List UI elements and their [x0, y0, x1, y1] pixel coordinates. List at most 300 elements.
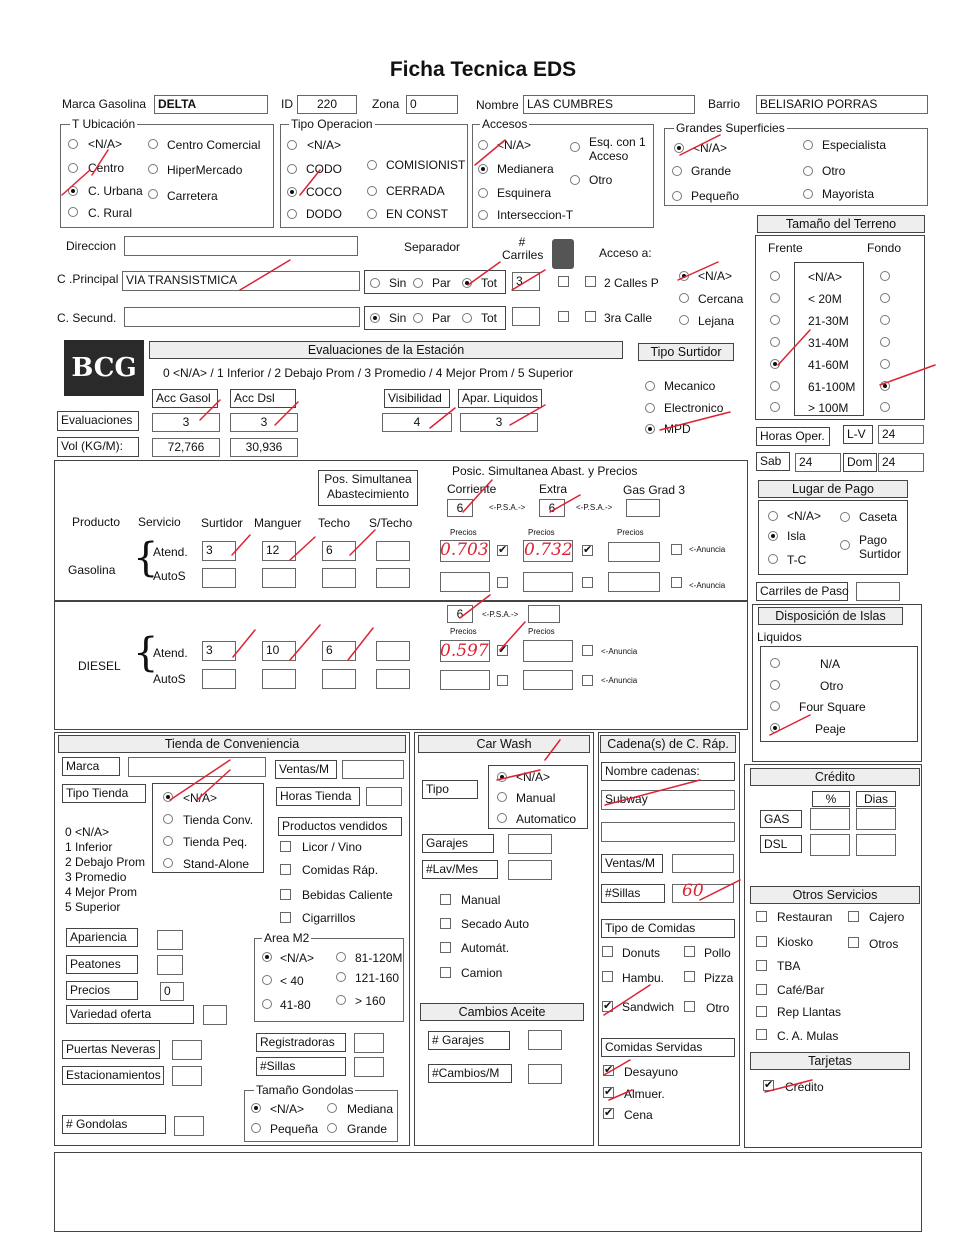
op-codo-label: CODO	[306, 162, 342, 176]
bcg-logo: BCG	[64, 340, 144, 396]
gas-autos-manguer[interactable]	[262, 568, 296, 588]
radio-pago-surtidor[interactable]	[840, 540, 850, 550]
anuncia-label-1: <-Anuncia	[689, 545, 726, 554]
anuncia-diesel-autos-2[interactable]	[582, 675, 593, 686]
peatones-field[interactable]	[157, 955, 183, 975]
radio-ubic-centro[interactable]	[68, 163, 78, 173]
radio-frente-4[interactable]	[770, 359, 780, 369]
credito-gas-pct[interactable]	[810, 808, 850, 830]
horas-oper-label: Horas Oper.	[756, 427, 830, 446]
zona-field[interactable]: 0	[406, 95, 458, 114]
nombre-label: Nombre	[476, 98, 519, 112]
radio-pago-tc[interactable]	[768, 554, 778, 564]
variedad-field[interactable]	[203, 1005, 227, 1025]
radio-area-121[interactable]	[336, 972, 346, 982]
nombre-field[interactable]: LAS CUMBRES	[523, 95, 695, 114]
sab-label: Sab	[756, 452, 790, 471]
radio-fondo-6[interactable]	[880, 402, 890, 412]
islas-title: Disposición de Islas	[758, 607, 903, 625]
gas-atend-techo[interactable]: 6	[322, 541, 356, 561]
radio-isla-otro[interactable]	[770, 680, 780, 690]
radio-acc-na[interactable]	[478, 140, 488, 150]
apar-field[interactable]: 3	[460, 413, 538, 432]
liquidos-label: Liquidos	[757, 630, 802, 644]
radio-sup-espec[interactable]	[803, 140, 813, 150]
radio-acc-otro[interactable]	[570, 175, 580, 185]
dsl-atend-stecho[interactable]	[376, 641, 410, 661]
radio-sup-otro[interactable]	[803, 166, 813, 176]
ubic-cc-label: Centro Comercial	[167, 138, 261, 152]
cw-lavmes-field[interactable]	[508, 860, 552, 880]
gasolina-brace: {	[133, 535, 159, 581]
id-label: ID	[281, 97, 293, 111]
lv-label: L-V	[843, 425, 873, 444]
acc-dsl-label: Acc Dsl	[230, 389, 296, 408]
precio-diesel-field-2[interactable]	[523, 640, 573, 662]
tienda-conv-label: Tienda Conv.	[183, 813, 254, 827]
radio-gond-mediana[interactable]	[327, 1103, 337, 1113]
sup-grande-label: Grande	[691, 164, 732, 178]
tienda-ventas-field[interactable]	[342, 760, 404, 779]
radio-pago-na[interactable]	[768, 511, 778, 521]
checkbox-2calles[interactable]	[585, 276, 596, 287]
aceite-garajes-field[interactable]	[528, 1030, 562, 1050]
psa-diesel-field-2[interactable]	[528, 605, 560, 623]
gas-atend-manguer[interactable]: 12	[262, 541, 296, 561]
psa-label-1: <-P.S.A.->	[489, 503, 526, 512]
dsl-atend-label: Atend.	[153, 646, 188, 660]
op-const-label: EN CONST	[386, 207, 449, 221]
gas-autos-label: AutoS	[153, 569, 186, 583]
terreno-row-label: <N/A>	[808, 270, 843, 284]
radio-ubic-urbana[interactable]	[68, 186, 78, 196]
cena-label: Cena	[624, 1108, 653, 1122]
gas-atend-surtidor[interactable]: 3	[202, 541, 236, 561]
anuncia-diesel-checkbox-2[interactable]	[582, 645, 593, 656]
terreno-row-label: < 20M	[808, 292, 842, 306]
apariencia-field[interactable]	[157, 930, 183, 950]
desayuno-label: Desayuno	[624, 1065, 679, 1079]
productos-vendidos-label: Productos vendidos	[278, 817, 402, 836]
pago-tc-label: T-C	[787, 553, 807, 567]
precios-label-3: Precios	[617, 528, 644, 537]
psa-label-3: <-P.S.A.->	[482, 610, 519, 619]
radio-acceso-lejana[interactable]	[679, 315, 689, 325]
terreno-row-label: 41-60M	[808, 358, 849, 372]
dias-label: Dias	[856, 791, 896, 807]
otro-comida-label: Otro	[706, 1001, 730, 1015]
radio-fondo-4[interactable]	[880, 359, 890, 369]
evaluaciones-label: Evaluaciones	[57, 411, 139, 431]
radio-sup-grande[interactable]	[672, 166, 682, 176]
sandwich-label: Sandwich	[622, 1000, 675, 1014]
radio-acceso-cercana[interactable]	[679, 293, 689, 303]
dsl-autos-surtidor[interactable]	[202, 669, 236, 689]
checkbox-restauran[interactable]	[756, 911, 767, 922]
dsl-autos-manguer[interactable]	[262, 669, 296, 689]
cadena-field-1[interactable]: Subway	[601, 790, 735, 810]
acc-esq1-label: Esq. con 1 Acceso	[589, 135, 646, 163]
radio-tienda-peq[interactable]	[163, 836, 173, 846]
psa-diesel-field[interactable]: 6	[447, 605, 473, 623]
direccion-field[interactable]	[124, 236, 358, 256]
dsl-atend-manguer[interactable]: 10	[262, 641, 296, 661]
surtidor-col-label: Surtidor	[201, 516, 244, 530]
radio-ubic-rural[interactable]	[68, 207, 78, 217]
precios-label-5: Precios	[528, 627, 555, 636]
checkbox-desayuno[interactable]: ✔	[604, 1064, 614, 1076]
direccion-label: Direccion	[66, 239, 117, 253]
dom-label: Dom	[843, 453, 877, 472]
radio-sup-mayor[interactable]	[803, 189, 813, 199]
checkbox-hambu[interactable]	[602, 971, 613, 982]
checkbox-pollo[interactable]	[684, 946, 695, 957]
radio-op-coco[interactable]	[287, 187, 297, 197]
checkbox-cw-manual[interactable]	[440, 894, 451, 905]
gas-autos-techo[interactable]	[322, 568, 356, 588]
radio-tienda-stand[interactable]	[163, 858, 173, 868]
psa-extra-field[interactable]: 6	[539, 499, 565, 517]
anuncia-corriente-autos[interactable]	[497, 577, 508, 588]
radio-op-comis[interactable]	[367, 160, 377, 170]
tienda-sillas-field[interactable]	[354, 1057, 384, 1077]
area-160-label: > 160	[355, 994, 386, 1008]
sin-label: Sin	[389, 276, 407, 290]
radio-sup-peq[interactable]	[672, 191, 682, 201]
superficies-title: Grandes Superficies	[676, 121, 785, 135]
radio-sep-s-tot[interactable]	[462, 313, 472, 323]
gond-grande-label: Grande	[347, 1122, 388, 1136]
psa-label-2: <-P.S.A.->	[576, 503, 613, 512]
radio-gond-grande[interactable]	[327, 1123, 337, 1133]
op-coco-label: COCO	[306, 185, 342, 199]
tienda-precios-field[interactable]: 0	[160, 982, 184, 1001]
radio-isla-peaje[interactable]	[770, 723, 780, 733]
page-title: Ficha Tecnica EDS	[389, 58, 577, 81]
ubic-urbana-label: C. Urbana	[88, 184, 143, 198]
radio-isla-four[interactable]	[770, 701, 780, 711]
cw-garajes-field[interactable]	[508, 834, 552, 854]
psa-gas3-field[interactable]	[626, 499, 660, 517]
anuncia-extra-checkbox[interactable]: ✔	[583, 544, 593, 556]
bebidas-label: Bebidas Caliente	[302, 888, 393, 902]
cadena-field-2[interactable]	[601, 822, 735, 842]
puertas-field[interactable]	[172, 1040, 202, 1060]
ubic-hiper-label: HiperMercado	[167, 163, 243, 177]
precio-gas3-field[interactable]	[608, 542, 660, 562]
radio-frente-5[interactable]	[770, 381, 780, 391]
extra-label: Extra	[539, 482, 568, 496]
radio-ubic-hiper[interactable]	[148, 164, 158, 174]
radio-fondo-5[interactable]	[880, 381, 890, 391]
dsl-atend-techo[interactable]: 6	[322, 641, 356, 661]
radio-sep-p-par[interactable]	[413, 278, 423, 288]
area-40-label: < 40	[280, 974, 304, 988]
gond-na-label: <N/A>	[270, 1102, 305, 1116]
acc-otro-label: Otro	[589, 173, 613, 187]
carriles-secund-field[interactable]	[512, 307, 540, 326]
checkbox-licor[interactable]	[280, 841, 291, 852]
tienda-scale-item: 5 Superior	[65, 900, 121, 914]
terreno-row-label: 21-30M	[808, 314, 849, 328]
anuncia-gas3-checkbox[interactable]	[671, 544, 682, 555]
radio-area-40[interactable]	[262, 975, 272, 985]
radio-area-na[interactable]	[262, 952, 272, 962]
tienda-sillas-label: #Sillas	[256, 1057, 346, 1076]
checkbox-llantas[interactable]	[756, 1006, 767, 1017]
radio-tienda-conv[interactable]	[163, 814, 173, 824]
radio-area-81[interactable]	[336, 952, 346, 962]
checkbox-otro-comida[interactable]	[684, 1001, 695, 1012]
estac-field[interactable]	[172, 1066, 202, 1086]
checkbox-otros[interactable]	[848, 937, 859, 948]
acceso-cercana-label: Cercana	[698, 292, 744, 306]
gondolas-field[interactable]	[174, 1116, 204, 1136]
credito-gas-dias[interactable]	[856, 808, 896, 830]
secund-field[interactable]	[124, 307, 360, 327]
area-81-label: 81-120M	[355, 951, 403, 965]
cadena-ventas-label: Ventas/M	[601, 854, 663, 873]
donuts-label: Donuts	[622, 946, 661, 960]
checkbox-cw-automat[interactable]	[440, 942, 451, 953]
cw-manual-label: Manual	[516, 791, 556, 805]
puertas-label: Puertas Neveras	[62, 1040, 160, 1059]
comidas-label: Comidas Ráp.	[302, 863, 379, 877]
gas-atend-stecho[interactable]	[376, 541, 410, 561]
notes-area[interactable]	[54, 1152, 922, 1232]
radio-frente-2[interactable]	[770, 315, 780, 325]
checkbox-cigarrillos[interactable]	[280, 912, 291, 923]
radio-sup-na[interactable]	[674, 143, 684, 153]
isla-otro-label: Otro	[820, 679, 844, 693]
radio-acc-intersec[interactable]	[478, 210, 488, 220]
carriles-paso-field[interactable]	[856, 582, 900, 601]
checkbox-sandwich[interactable]: ✔	[603, 1000, 613, 1012]
credito-dsl-label: DSL	[760, 835, 802, 853]
precio-extra-autos[interactable]	[523, 572, 573, 592]
radio-sep-p-sin[interactable]	[370, 278, 380, 288]
tienda-marca-field[interactable]	[128, 757, 266, 777]
tba-label: TBA	[777, 959, 801, 973]
lv-field[interactable]: 24	[878, 425, 924, 444]
anuncia-diesel-autos[interactable]	[497, 675, 508, 686]
psa-corriente-field[interactable]: 6	[447, 499, 473, 517]
checkbox-bebidas[interactable]	[280, 889, 291, 900]
radio-area-41[interactable]	[262, 999, 272, 1009]
radio-isla-na[interactable]	[770, 658, 780, 668]
precio-diesel-autos-2[interactable]	[523, 670, 573, 690]
sin2-label: Sin	[389, 311, 407, 325]
radio-tienda-na[interactable]	[163, 792, 173, 802]
llantas-label: Rep Llantas	[777, 1005, 842, 1019]
radio-acc-medianera[interactable]	[478, 164, 488, 174]
diesel-label: DIESEL	[78, 659, 121, 673]
horas-tienda-field[interactable]	[366, 787, 402, 806]
vol-dsl-field[interactable]: 30,936	[230, 438, 298, 457]
radio-fondo-1[interactable]	[880, 293, 890, 303]
marca-field[interactable]: DELTA	[154, 95, 268, 114]
checkbox-tarjeta-credito[interactable]: ✔	[764, 1079, 774, 1091]
precio-corriente-autos[interactable]	[440, 572, 490, 592]
carriles-principal-field[interactable]: 3	[512, 272, 540, 291]
anuncia-diesel-checkbox[interactable]: ✔	[498, 644, 508, 656]
acc-gasol-field[interactable]: 3	[152, 413, 220, 432]
radio-fondo-2[interactable]	[880, 315, 890, 325]
radio-ubic-carretera[interactable]	[148, 189, 158, 199]
radio-area-160[interactable]	[336, 995, 346, 1005]
radio-gond-pequena[interactable]	[251, 1123, 261, 1133]
principal-field[interactable]: VIA TRANSISTMICA	[122, 271, 360, 291]
calle3-label: 3ra Calle	[604, 311, 653, 325]
estac-label: Estacionamientos	[62, 1066, 164, 1085]
checkbox-tba[interactable]	[756, 960, 767, 971]
credito-dsl-pct[interactable]	[810, 834, 850, 856]
precio-extra-handwritten: 0.732	[524, 540, 573, 560]
isla-four-label: Four Square	[799, 700, 866, 714]
radio-cw-manual[interactable]	[497, 792, 507, 802]
radio-ubic-cc[interactable]	[148, 139, 158, 149]
checkbox-3calle[interactable]	[585, 311, 596, 322]
credito-dsl-dias[interactable]	[856, 834, 896, 856]
acc-esquinera-label: Esquinera	[497, 186, 552, 200]
checkbox-cena[interactable]: ✔	[604, 1107, 614, 1119]
vol-gasol-field[interactable]: 72,766	[152, 438, 220, 457]
checkbox-secund-a[interactable]	[558, 311, 569, 322]
op-cerrada-label: CERRADA	[386, 184, 445, 198]
cadena-ventas-field[interactable]	[672, 854, 734, 873]
fondo-label: Fondo	[867, 241, 902, 255]
checkbox-almuer[interactable]: ✔	[604, 1086, 614, 1098]
techo-label: Techo	[318, 516, 351, 530]
id-field[interactable]: 220	[297, 95, 357, 114]
radio-acc-esq1[interactable]	[570, 142, 580, 152]
stecho-label: S/Techo	[369, 516, 413, 530]
licor-label: Licor / Vino	[302, 840, 362, 854]
checkbox-mulas[interactable]	[756, 1029, 767, 1040]
radio-cw-auto[interactable]	[497, 813, 507, 823]
cw-chk-manual-label: Manual	[461, 893, 501, 907]
terreno-title: Tamaño del Terreno	[757, 215, 925, 233]
radio-gond-na[interactable]	[251, 1103, 261, 1113]
marca-label: Marca Gasolina	[62, 97, 147, 111]
radio-pago-caseta[interactable]	[840, 512, 850, 522]
radio-surt-mecanico[interactable]	[645, 381, 655, 391]
precio-gas3-autos[interactable]	[608, 572, 660, 592]
radio-acceso-na[interactable]	[679, 271, 689, 281]
checkbox-comidas[interactable]	[280, 864, 291, 875]
acc-dsl-field[interactable]: 3	[230, 413, 298, 432]
checkbox-cw-secado[interactable]	[440, 918, 451, 929]
registradoras-field[interactable]	[354, 1033, 384, 1053]
aceite-title: Cambios Aceite	[420, 1003, 584, 1021]
restauran-label: Restauran	[777, 910, 833, 924]
anuncia-label-3: <-Anuncia	[601, 647, 638, 656]
radio-frente-6[interactable]	[770, 402, 780, 412]
barrio-label: Barrio	[708, 97, 741, 111]
variedad-label: Variedad oferta	[66, 1005, 194, 1024]
radio-op-cerrada[interactable]	[367, 186, 377, 196]
barrio-field[interactable]: BELISARIO PORRAS	[756, 95, 928, 114]
carwash-tipo-label: Tipo	[422, 780, 478, 799]
separador-label: Separador	[404, 240, 461, 254]
ubic-centro-label: Centro	[88, 161, 125, 175]
dsl-autos-stecho[interactable]	[376, 669, 410, 689]
radio-cw-na[interactable]	[497, 772, 507, 782]
checkbox-principal-a[interactable]	[558, 276, 569, 287]
dsl-atend-surtidor[interactable]: 3	[202, 641, 236, 661]
mulas-label: C. A. Mulas	[777, 1029, 839, 1043]
anuncia-gas3-autos[interactable]	[671, 577, 682, 588]
area-121-label: 121-160	[355, 971, 400, 985]
gas-autos-stecho[interactable]	[376, 568, 410, 588]
surt-electronico-label: Electronico	[664, 401, 724, 415]
sab-field[interactable]: 24	[795, 453, 841, 472]
acceso-lejana-label: Lejana	[698, 314, 735, 328]
acceso-na-label: <N/A>	[698, 269, 733, 283]
dsl-autos-techo[interactable]	[322, 669, 356, 689]
tienda-stand-label: Stand-Alone	[183, 857, 250, 871]
gond-pequena-label: Pequeña	[270, 1122, 319, 1136]
sup-espec-label: Especialista	[822, 138, 887, 152]
checkbox-cafe[interactable]	[756, 984, 767, 995]
checkbox-donuts[interactable]	[602, 946, 613, 957]
radio-ubic-na[interactable]	[68, 139, 78, 149]
gas3-label: Gas Grad 3	[623, 483, 686, 497]
precio-diesel-autos[interactable]	[440, 670, 490, 690]
precio-corriente-handwritten: 0.703	[440, 540, 489, 560]
radio-frente-3[interactable]	[770, 337, 780, 347]
radio-fondo-3[interactable]	[880, 337, 890, 347]
radio-op-codo[interactable]	[287, 164, 297, 174]
radio-fondo-0[interactable]	[880, 271, 890, 281]
anuncia-extra-autos[interactable]	[582, 577, 593, 588]
cadena-sillas-label: #Sillas	[601, 884, 665, 903]
area-na-label: <N/A>	[280, 951, 315, 965]
checkbox-pizza[interactable]	[684, 971, 695, 982]
radio-surt-mpd[interactable]	[645, 424, 655, 434]
radio-sep-s-sin[interactable]	[370, 313, 380, 323]
checkbox-cajero[interactable]	[848, 911, 859, 922]
radio-frente-0[interactable]	[770, 271, 780, 281]
radio-op-dodo[interactable]	[287, 209, 297, 219]
sup-peq-label: Pequeño	[691, 189, 740, 203]
aceite-cambios-field[interactable]	[528, 1064, 562, 1084]
radio-op-na[interactable]	[287, 140, 297, 150]
anuncia-corriente-checkbox[interactable]: ✔	[498, 544, 508, 556]
acc-gasol-label: Acc Gasol	[152, 389, 218, 408]
cw-lavmes-label: #Lav/Mes	[422, 860, 498, 879]
checkbox-kiosko[interactable]	[756, 936, 767, 947]
terreno-row-label: 61-100M	[808, 380, 856, 394]
radio-sep-p-tot[interactable]	[462, 278, 472, 288]
op-na-label: <N/A>	[307, 138, 342, 152]
radio-frente-1[interactable]	[770, 293, 780, 303]
checkbox-cw-camion[interactable]	[440, 967, 451, 978]
carriles-label: # Carriles	[502, 235, 544, 262]
radio-sep-s-par[interactable]	[413, 313, 423, 323]
comidas-servidas-label: Comidas Servidas	[601, 1038, 735, 1057]
radio-acc-esquinera[interactable]	[478, 188, 488, 198]
gas-autos-surtidor[interactable]	[202, 568, 236, 588]
ubic-carretera-label: Carretera	[167, 189, 218, 203]
dom-field[interactable]: 24	[878, 453, 924, 472]
sup-na-label: <N/A>	[693, 141, 728, 155]
tarjetas-title: Tarjetas	[750, 1052, 910, 1070]
visibilidad-field[interactable]: 4	[382, 413, 452, 432]
radio-pago-isla[interactable]	[768, 531, 778, 541]
radio-surt-electronico[interactable]	[645, 403, 655, 413]
radio-op-const[interactable]	[367, 209, 377, 219]
